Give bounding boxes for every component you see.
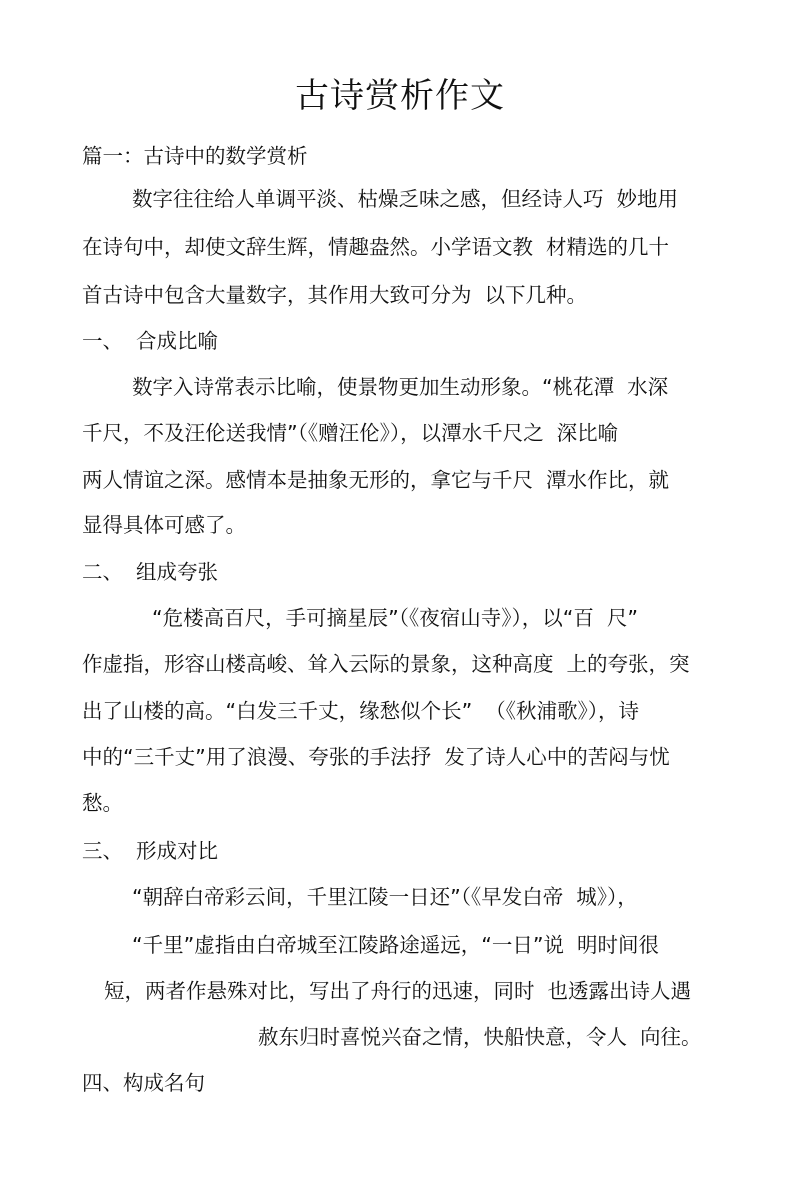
paragraph-line: “危楼高百尺，手可摘星辰”（《夜宿山寺》），以“百 尺” <box>152 606 639 630</box>
document-title: 古诗赏析作文 <box>295 76 505 116</box>
paragraph-line: “朝辞白帝彩云间，千里江陵一日还”（《早发白帝 城》）， <box>132 885 638 909</box>
subheading-1: 一、 合成比喻 <box>82 329 219 353</box>
subheading-3: 三、 形成对比 <box>82 839 219 863</box>
paragraph-line: 在诗句中，却使文辞生辉，情趣盎然。小学语文教 材精选的几十 <box>82 235 670 259</box>
paragraph-line: 数字入诗常表示比喻，使景物更加生动形象。“桃花潭 水深 <box>132 375 669 399</box>
subheading-2: 二、 组成夸张 <box>82 560 219 584</box>
paragraph-line: 千尺，不及汪伦送我情”（《赠汪伦》），以潭水千尺之 深比喻 <box>82 421 619 445</box>
paragraph-line: “千里”虚指由白帝城至江陵路途遥远，“一日”说 明时间很 <box>132 933 660 957</box>
section-heading-1: 篇一：古诗中的数学赏析 <box>82 144 308 168</box>
paragraph-line: 首古诗中包含大量数字，其作用大致可分为 以下几种。 <box>82 283 588 307</box>
subheading-4: 四、构成名句 <box>82 1071 205 1095</box>
paragraph-line: 出了山楼的高。“白发三千丈，缘愁似个长” （《秋浦歌》），诗 <box>82 699 640 723</box>
paragraph-line: 数字往往给人单调平淡、枯燥乏味之感，但经诗人巧 妙地用 <box>132 187 679 211</box>
paragraph-line: 两人情谊之深。感情本是抽象无形的，拿它与千尺 潭水作比，就 <box>82 468 670 492</box>
paragraph-line: 作虚指，形容山楼高峻、耸入云际的景象，这种高度 上的夸张，突 <box>82 652 690 676</box>
paragraph-line: 显得具体可感了。 <box>82 513 246 537</box>
paragraph-line: 赦东归时喜悦兴奋之情，快船快意，令人 向往。 <box>258 1025 702 1049</box>
paragraph-line: 愁。 <box>82 791 123 815</box>
paragraph-line: 短，两者作悬殊对比，写出了舟行的迅速，同时 也透露出诗人遇 <box>104 979 692 1003</box>
paragraph-line: 中的“三千丈”用了浪漫、夸张的手法抒 发了诗人心中的苦闷与忧 <box>82 745 670 769</box>
